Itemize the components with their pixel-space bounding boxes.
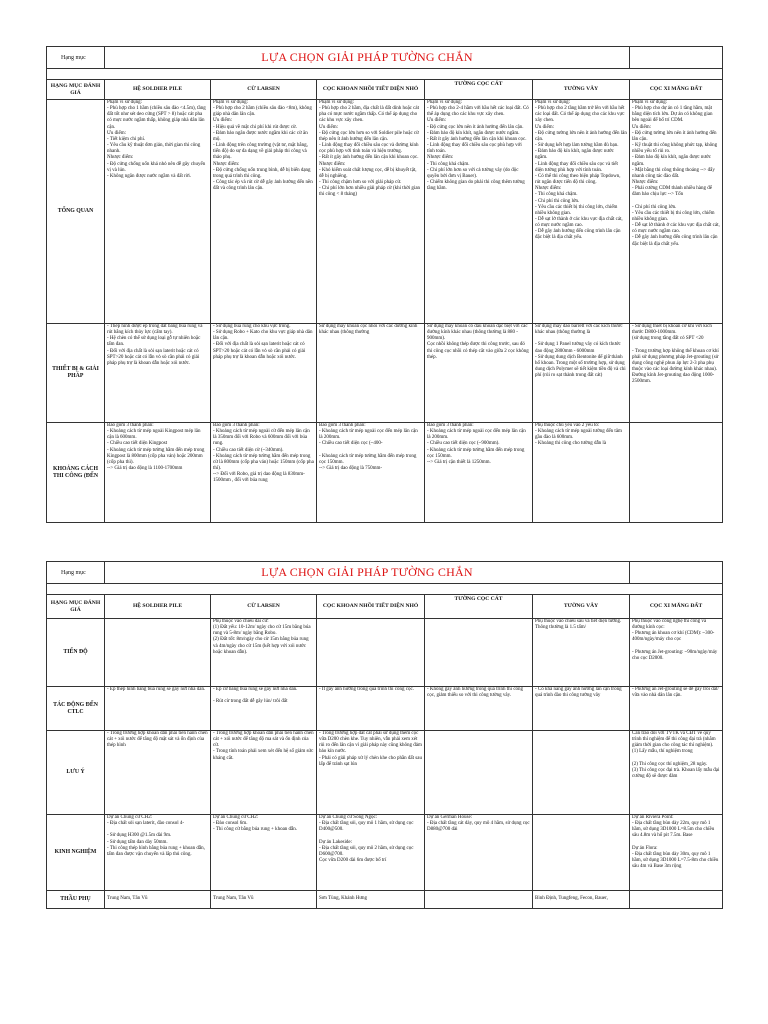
table-cell <box>630 891 723 909</box>
hang-muc-label: Hạng mục <box>47 562 105 584</box>
col-header-coc-xi-mang-dat: CỌC XI MĂNG ĐẤT <box>630 80 723 100</box>
table-cell: Bình Định, Tungfeng, Fecon, Bauer, <box>533 891 630 909</box>
col-header-tuong-coc-cat: TƯỜNG CỌC CÁT <box>425 80 533 100</box>
table-cell: - Thép hình được ép trong đất bằng búa rung và rút bằng kích thủy lực (cẩm tay). - Hệ chèn có thể sử dụng loại gỗ tự nhiên hoặc tấm đan. - Đối với địa chất là sỏi sạn laterit hoặc cát có SPT>20 hoặc cát có lẫn vỏ sò cần phải có giải pháp phụ trợ là khoan dẫn hoặc xói nước. <box>105 324 211 423</box>
row-label-khoang-cach: KHOẢNG CÁCH THI CÔNG (ĐẾN <box>47 423 105 523</box>
header-blank <box>630 47 723 69</box>
row-label-kinh-nghiem: KINH NGHIỆM <box>47 815 105 891</box>
col-header-tuong-vay: TƯỜNG VÂY <box>533 595 630 619</box>
comparison-table-1 <box>46 46 723 523</box>
header-blank <box>630 562 723 584</box>
col-header-soldier-pile: HỆ SOLDIER PILE <box>105 595 211 619</box>
table-cell: Phụ thuộc chủ yếu vào 2 yếu tố: - Khoảng cách từ mép ngoài tường đến tâm gầu đào là 600mm. - Khoảng thi công cho tường dẫn là <box>533 423 630 523</box>
hang-muc-label: Hạng mục <box>47 47 105 69</box>
table-cell: Sử dụng máy khoan có đầu khoan đặc biệt với các đường kính khác nhau (thông thường là 880 - 900mm). Cọc nhồi không thép được thi công trước, sau đó thi công cọc nhồi có thép cắt vào giữa 2 cọc không thép. <box>425 324 533 423</box>
table-cell: Sử dụng máy đào barrett với các kích thước khác nhau (thông thường là - Sử dụng 1 Panel tường vây có kích thước dao động 2800mm - 6000mm - Sử dụng dung dịch Bentonite để giữ thành hố khoan. Trong một số trường hợp, sử dụng dung dịch Polymer sẽ tiết kiệm tiền độ và chi phí (rủi ro sạt thành trong đất cát) <box>533 324 630 423</box>
col-header-tuong-vay: TƯỜNG VÂY <box>533 80 630 100</box>
col-header-coc-khoan-nhoi: CỌC KHOAN NHỒI TIẾT DIỆN NHỎ <box>317 595 425 619</box>
table-cell <box>317 619 425 687</box>
page-title: LỰA CHỌN GIẢI PHÁP TƯỜNG CHẮN <box>105 47 630 69</box>
table-cell: - Trong trường hợp khoan dẫn phải tiến hành chèn cát + xói nước để tăng độ ma sát và ổn định của cừ. - Trong tính toán phải xem xét đến hệ số giảm sức kháng cắt. <box>211 731 317 815</box>
table-cell: - Ép cừ bằng búa rung sẽ gây nứt nhà dân. - Rút cừ trong đất dễ gây lún/ trôi đất <box>211 687 317 731</box>
table-cell: Trung Nam, Tân Vũ <box>105 891 211 909</box>
col-header-hang-muc: HẠNG MỤC ĐÁNH GIÁ <box>47 595 105 619</box>
row-label-thau-phu: THẦU PHỤ <box>47 891 105 909</box>
comparison-table-2 <box>46 561 723 909</box>
table-cell: - Trong trường hợp đất cát phải sử dụng thêm cọc vữa D200 chèn khe. Tuy nhiên, vẫn phải xem xét rủi ro đến lân cận vì giải pháp này cũng không đảm bảo kín nước. - Phải có giải pháp xử lý chèn khe cho phần đất sau lấp để tránh sạt lún <box>317 731 425 815</box>
table-cell: Phạm vi sử dụng: - Phù hợp cho 2 hầm, địa chất là đất dính hoặc cát pha có mực nước ngầm thấp. Có thể áp dụng cho các khu vực xây chen. Ưu điểm: - Độ cứng cọc lớn hơn so với Soldier pile hoặc cừ thép nên ít ảnh hưởng đến lân cận. - Linh động thay đổi chiều sâu cọc và đường kính cọc phù hợp với tình toán và hiện trường. - Rất ít gây ảnh hưởng đến lân cận khi khoan cọc. Nhược điểm: - Khó kiểm soát chất lượng cọc, dễ bị khuyết tật, dễ bị nghiêng. - Thi công chậm hơn so với giải pháp cừ. - Chi phí lớn hơn nhiều giải pháp cừ (khi thời gian thi công < 8 tháng) <box>317 100 425 324</box>
table-cell: - Sử dụng thiết bị khoan cỡ khí với kích thước D800-1000mm. (sử dụng trong tầng đất có SPT <20 - Trong trường hợp không thể khoan cơ khí phải sử dụng phương pháp Jet-grouting (sử dụng công nghệ phun áp lực 2-3 pha phụ thuộc vào các loại đường kính khác nhau). Đường kính Jet-grouting dao động 1000-2500mm. <box>630 324 723 423</box>
col-header-tuong-coc-cat: TƯỜNG CỌC CÁT <box>425 595 533 619</box>
table-cell: - Trong trường hợp khoan dẫn phải tiến hành chèn cát + xói nước để tăng độ mật sát và ổn định của thép hình <box>105 731 211 815</box>
col-header-cu-larsen: CỪ LARSEN <box>211 80 317 100</box>
table-cell: Dự án Chung cư Song Ngọc: - Địa chất tầng sỏi, quy mô 1 hầm, sử dụng cọc D400@500. Dự án Lakeside: - Địa chất tầng sỏi, quy mô 2 hầm, sử dụng cọc D600@700. Cọc vữa D200 dài 6m được bố trí <box>317 815 425 891</box>
table-cell: Dự án German House: - Địa chất tầng cát dày, quy mô 4 hầm, sử dụng cọc D880@700 dài <box>425 815 533 891</box>
table-cell: - Sử dụng búa rung cho khu vực trống. - Sử dụng Robo + Kato cho khu vực giáp nhà dân lân cận. - Đối với địa chất là sỏi sạn laterit hoặc cát có SPT>20 hoặc cát có lẫn vỏ sò cần phải có giải pháp phụ trợ là khoan dẫn hoặc xói nước. <box>211 324 317 423</box>
col-header-coc-khoan-nhoi: CỌC KHOAN NHỒI TIẾT DIỆN NHỎ <box>317 80 425 100</box>
table-cell <box>533 815 630 891</box>
spacer-row <box>47 584 723 595</box>
table-cell: Phụ thuộc vào công nghệ thi công và đường kính cọc: - Phương án khoan cơ khí (CDM): ~300-400m/ngày/máy cho cọc - Phương án Jet-grouting: ~90m/ngày/máy cho cọc D2000. <box>630 619 723 687</box>
table-cell <box>105 619 211 687</box>
row-label-tong-quan: TỔNG QUAN <box>47 100 105 324</box>
col-header-hang-muc: HẠNG MỤC ĐÁNH GIÁ <box>47 80 105 100</box>
col-header-soldier-pile: HỆ SOLDIER PILE <box>105 80 211 100</box>
table-cell: Phạm vi sử dụng: - Phù hợp cho 2 tầng hầm trở lên với hầu hết các loại đất. Có thể áp dụng cho các khu vực xây chen. Ưu điểm: - Độ cứng tường lớn nên ít ảnh hưởng đến lân cận. - Sử dụng kết hợp làm tường hầm đủ bạn. - Đảm bảo độ kín khít, ngăn được nước ngầm. - Linh động thay đổi chiều sâu cọc và tiết diện tường phù hợp với tính toán. - Có thể thi công theo biện pháp Topdown, rút ngắn được tiến độ thi công. Nhược điểm: - Thi công khá chậm. - Chi phí thi công lớn. - Yêu cầu các thiết bị thi công lớn, chiếm nhiều không gian. - Dễ sạt lở thành ở các khu vực địa chất cát, có mực nước ngầm cao. - Dễ gây ảnh hưởng đến công trình lân cận đặc biệt là địa chất yếu. <box>533 100 630 324</box>
table-cell: Phụ thuộc vào chiều dài cừ: (1) Đất yếu: 10-12m/ ngày cho cừ 15m bằng búa rung và 5-8m/ ngày bằng Robo. (2) Đất tốt: 8m/ngày cho cừ 15m bằng búa rung và 4m/ngày cho cừ 15m (kết hợp với xói nước hoặc khoan dẫn). <box>211 619 317 687</box>
table-cell: Dự án Riviera Point: - Địa chất tầng bùn dày 22m, quy mô 1 hầm, sử dụng 3D1000 L=8.5m cho chiều sâu 4.8m và hố pit 7.5m. Base Dự án Flora: - Địa chất tầng bùn dày 30m, quy mô 1 hầm, sử dụng 3D1000 L=7.5-8m cho chiều sâu 4m và Base 3m rộng <box>630 815 723 891</box>
table-cell: - Có khả năng gây ảnh hưởng lân cận trong quá trình đào thi công tường vây <box>533 687 630 731</box>
sheet-page-2 <box>46 561 722 909</box>
table-cell <box>533 731 630 815</box>
col-header-cu-larsen: CỪ LARSEN <box>211 595 317 619</box>
row-label-thiet-bi: THIẾT BỊ & GIẢI PHÁP <box>47 324 105 423</box>
spacer-row <box>47 69 723 80</box>
row-label-tien-do: TIẾN ĐỘ <box>47 619 105 687</box>
table-cell: Sử dụng máy khoan cọc nhồi với các đường kính khác nhau (thông thường <box>317 324 425 423</box>
table-cell: Bao gồm 3 thành phần: - Khoảng cách từ mép ngoài cừ đến mép lân cận là 350mm đối với Robo và 600mm đối với búa rung. - Chiều cao tiết diện cừ (~340mm). - Khoảng cách từ mép tường hầm đến mép trong cừ là 800mm (cốp pha ván) hoặc 150mm (cốp pha thì). --> Đối với Robo, giá trị dao động là 830mm-1500mm , đối với búa rung <box>211 423 317 523</box>
table-cell: - Ép thép hình bằng búa rung sẽ gây nứt nhà dân. <box>105 687 211 731</box>
table-cell: Dự án Chung cư CH2: - Địa chất sỏi sạn laterit, đào consol 4- - Sử dụng H300 @1.5m dài 9m. - Sử dụng tấm đan dày 50mm. - Thi công thép hình bằng búa rung + khoan dẫn, tấm đan được vận chuyển và lắp thủ công. <box>105 815 211 891</box>
table-cell: Sơn Tùng, Khánh Hưng <box>317 891 425 909</box>
table-cell <box>425 619 533 687</box>
table-cell: Phạm vi sử dụng: - Phù hợp cho 1 hầm (chiều sâu đào <4.5m), tầng đất tốt như sét deo cứng (SPT > 8) hoặc cát pha có mực nước ngầm thấp, không giáp nhà dân lân cận. Ưu điểm: - Tiết kiệm chi phí. - Yêu cầu kỹ thuật đơn giản, thời gian thi công nhanh. Nhược điểm: - Độ cứng chống uốn khá nhỏ nên dễ gây chuyển vị và lún. - Không ngăn được nước ngầm và đất rời. <box>105 100 211 324</box>
row-label-tac-dong: TÁC ĐỘNG ĐẾN CTLC <box>47 687 105 731</box>
table-cell: Bao gồm 3 thành phần: - Khoảng cách từ mép ngoài cọc đến mép lân cận là 200mm. - Chiều cao tiết diện cọc (~900mm). - Khoảng cách từ mép tường hầm đến mép trong cọc 150mm. --> Giá trị cận thiết là 1250mm. <box>425 423 533 523</box>
table-cell: Phạm vi sử dụng: - Phù hợp cho 2 hầm (chiều sâu đào <8m), không giáp nhà dân lân cận. Ưu điểm: - Hiệu quả về mặt chi phí khi rút được cừ. - Đảm bảo ngăn được nước ngầm khi các cừ ăn mộ. - Linh động trên công trường (vật tư, mặt bằng, tiến độ) do sự đa dạng về giải pháp thi công và thảo phụ. Nhược điểm: - Độ cứng chống uốn trung bình, dễ bị biến dạng trong quá trình thi công. - Công tác ép và rút cừ dễ gây ảnh hưởng đến nền đất và công trình lân cận. <box>211 100 317 324</box>
table-cell <box>425 891 533 909</box>
row-label-luu-y: LƯU Ý <box>47 731 105 815</box>
table-cell: Cần trao đổi với TVTK và CĐT về quy trình thí nghiệm để thi công đại trà (nhằm giảm thời gian cho công tác thí nghiệm). (1) Lấy mẫu, thí nghiệm trong (2) Thi công cọc thí nghiệm_28 ngày. (3) Thi công cọc đại trà. Khoan lấy mẫu đại cường độ sẽ được đảm <box>630 731 723 815</box>
table-cell: Phạm vi sử dụng: - Phù hợp cho dự án có 1 tầng hầm, mặt bằng diện tích lớn. Dự án có không gian bên ngoài để bố trí CDM. Ưu điểm: - Độ cứng tường lớn nên ít ảnh hưởng đến lân cận. - Kỹ thuật thi công không phức tạp, không nhiều yếu tố rủi ro. - Đảm bảo độ kín khít, ngăn được nước ngầm. - Mặt bằng thi công thông thoáng --> đẩy nhanh công tác đào đất. Nhược điểm: - Phải cường CDM thành nhiều hàng để đảm bảo chịu lực --> Tốn - Chi phí thi công lớn. - Yêu cầu các thiết bị thi công lớn, chiếm nhiều không gian. - Dễ sạt lở thành ở các khu vực địa chất cát, có mực nước ngầm cao. - Dễ gây ảnh hưởng đến công trình lân cận đặc biệt là địa chất yếu. <box>630 100 723 324</box>
table-cell: Phạm vi sử dụng: - Phù hợp cho 2-4 hầm với hầu hết các loại đất. Có thể áp dụng cho các khu vực xây chen. Ưu điểm: - Độ cứng cọc lớn nên ít ảnh hưởng đến lân cận. - Đảm bảo độ kín khít, ngăn được nước ngầm. - Rất ít gây ảnh hưởng đến lân cận khi khoan cọc. - Linh động thay đổi chiều sâu cọc phù hợp với tính toán. Nhược điểm: - Thi công khá chậm. - Chi phí lớn hơn so với cả tường vây (do độc quyền bởi đơn vị Bauer). - Chiếm không gian do phải thi công thêm tường tầng hầm. <box>425 100 533 324</box>
table-cell: - Ít gây ảnh hưởng trong quá trình thi công cọc. <box>317 687 425 731</box>
table-cell: Bao gồm 3 thành phần: - Khoảng cách từ mép ngoài cọc đến mép lân cận là 200mm. - Chiều cao tiết diện cọc (~400- - Khoảng cách từ mép tường hầm đến mép trong cọc 150mm. --> Giá trị dao động là 750mm- <box>317 423 425 523</box>
table-cell: - Phương án Jet-grouting sẽ dễ gây trồi đất/ vữa vào nhà dân lân cận. <box>630 687 723 731</box>
table-cell: Phụ thuộc vào chiều sâu và tiết diện tường. Thông thường là 1.5 tấm/ <box>533 619 630 687</box>
col-header-coc-xi-mang-dat: CỌC XI MĂNG ĐẤT <box>630 595 723 619</box>
page-title: LỰA CHỌN GIẢI PHÁP TƯỜNG CHẮN <box>105 562 630 584</box>
table-cell <box>630 423 723 523</box>
table-cell: - Không gây ảnh hưởng trong quá trình thi công cọc, giảm thiểu so với thi công tường vây. <box>425 687 533 731</box>
sheet-page-1 <box>46 46 722 523</box>
table-cell: Dự án Chung cư CH2: - Đào consol 6m. - Thi công cừ bằng búa rung + khoan dẫn. <box>211 815 317 891</box>
table-cell: Bao gồm 3 thành phần: - Khoảng cách từ mép ngoài Kingpost mép lân cận là 600mm. - Chiều cao tiết diện Kingpost - Khoảng cách từ mép tường hầm đến mép trong Kingpost là 800mm (cốp pha ván) hoặc 200mm (cốp pha thì). --> Giá trị dao động là 1100-1700mm <box>105 423 211 523</box>
table-cell: Trung Nam, Tân Vũ <box>211 891 317 909</box>
table-cell <box>425 731 533 815</box>
